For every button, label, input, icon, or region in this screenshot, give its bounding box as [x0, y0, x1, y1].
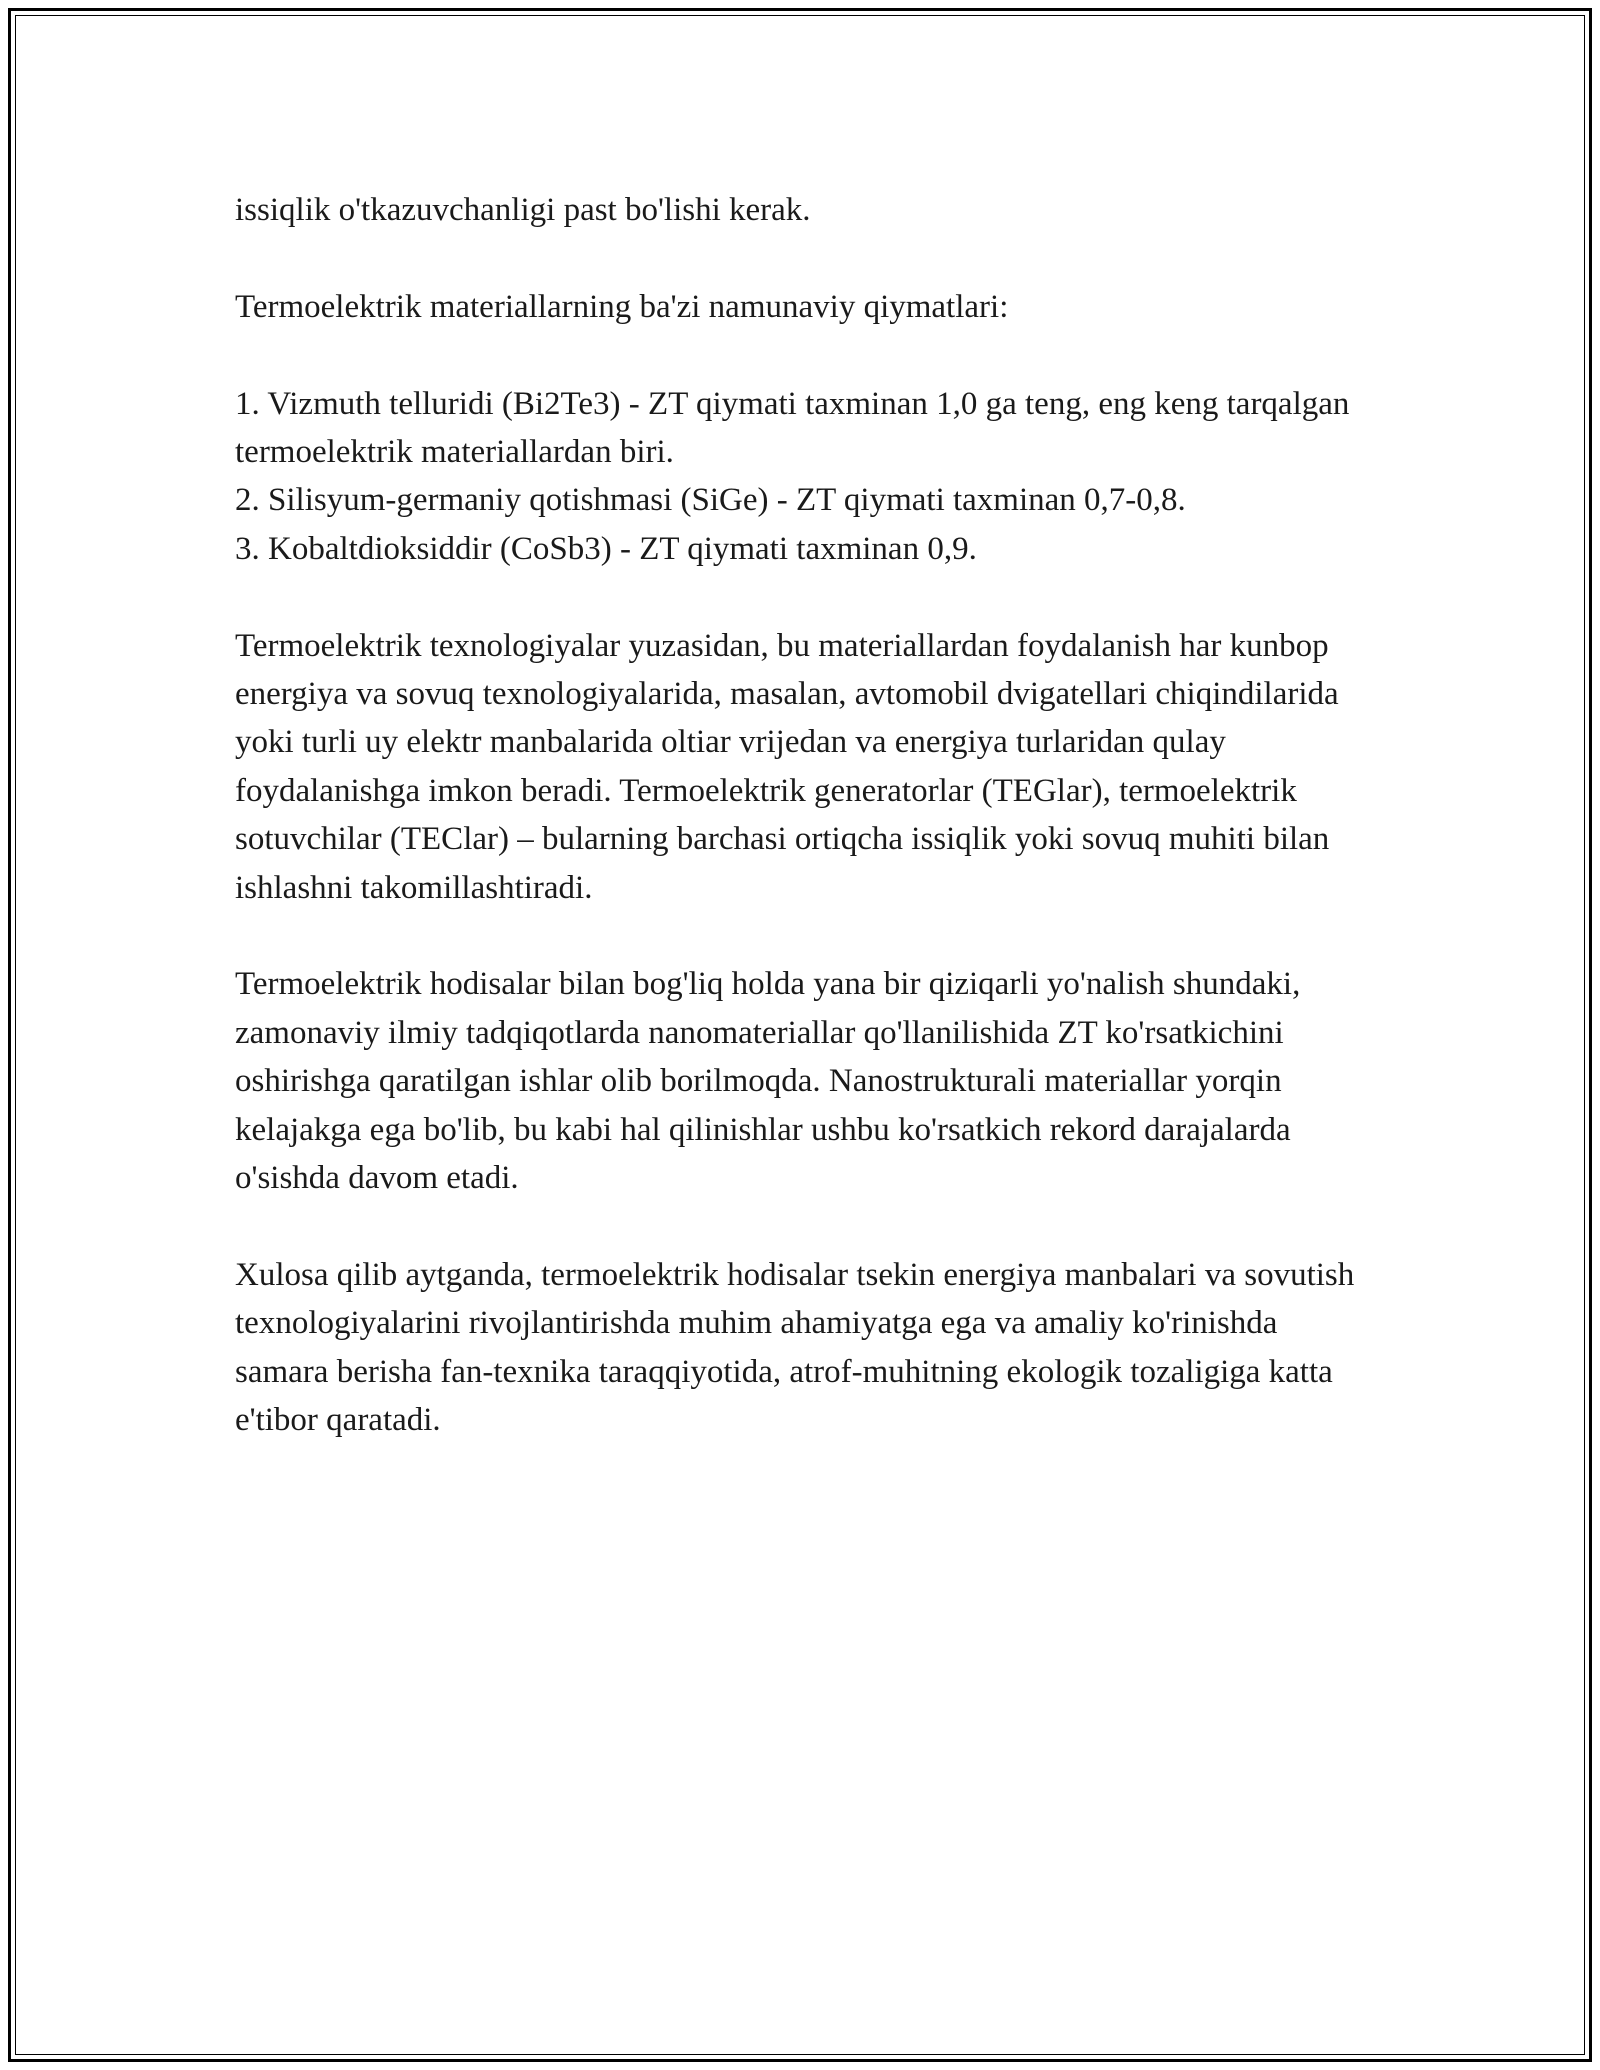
- paragraph-gap: [235, 1202, 1365, 1250]
- paragraph-research: Termoelektrik hodisalar bilan bog'liq holda yana bir qiziqarli yo'nalish shundaki, zamonaviy ilmiy tadqiqotlarda nanomateriallar qo'llanilishida ZT ko'rsatkichini oshirishga qaratilgan ishlar olib borilmoqda. Nanostrukturali materiallar yorqin kelajakga ega bo'lib, bu kabi hal qilinishlar ushbu ko'rsatkich rekord darajalarda o'sishda davom etadi.: [235, 966, 1301, 1197]
- paragraph-gap: [235, 912, 1365, 960]
- paragraph-gap: [235, 331, 1365, 379]
- values-heading: Termoelektrik materiallarning ba'zi namunaviy qiymatlari:: [235, 288, 1009, 325]
- paragraph-gap: [235, 573, 1365, 621]
- paragraph-gap: [235, 234, 1365, 282]
- intro-line: issiqlik o'tkazuvchanligi past bo'lishi kerak.: [235, 192, 811, 228]
- list-item-cosb3: 3. Kobaltdioksiddir (CoSb3) - ZT qiymati taxminan 0,9.: [235, 530, 977, 567]
- list-item-bi2te3: 1. Vizmuth telluridi (Bi2Te3) - ZT qiymati taxminan 1,0 ga teng, eng keng tarqalgan termoelektrik materiallardan biri.: [235, 385, 1350, 470]
- list-item-sige: 2. Silisyum-germaniy qotishmasi (SiGe) - ZT qiymati taxminan 0,7-0,8.: [235, 482, 1186, 519]
- paragraph-conclusion: Xulosa qilib aytganda, termoelektrik hodisalar tsekin energiya manbalari va sovutish texnologiyalarini rivojlantirishda muhim ahamiyatga ega va amaliy ko'rinishda samara berisha fan-texnika taraqqiyotida, atrof-muhitning ekologik tozaligiga katta e'tibor qaratadi.: [235, 1256, 1355, 1439]
- paragraph-technologies: Termoelektrik texnologiyalar yuzasidan, bu materiallardan foydalanish har kunbop energiya va sovuq texnologiyalarida, masalan, avtomobil dvigatellari chiqindilarida yoki turli uy elektr manbalarida oltiar vrijedan va energiya turlaridan qulay foydalanishga imkon beradi. Termoelektrik generatorlar (TEGlar), termoelektrik sotuvchilar (TEClar) – bularning barchasi ortiqcha issiqlik yoki sovuq muhiti bilan ishlashni takomillashtiradi.: [235, 627, 1339, 906]
- document-body: [235, 186, 1365, 1444]
